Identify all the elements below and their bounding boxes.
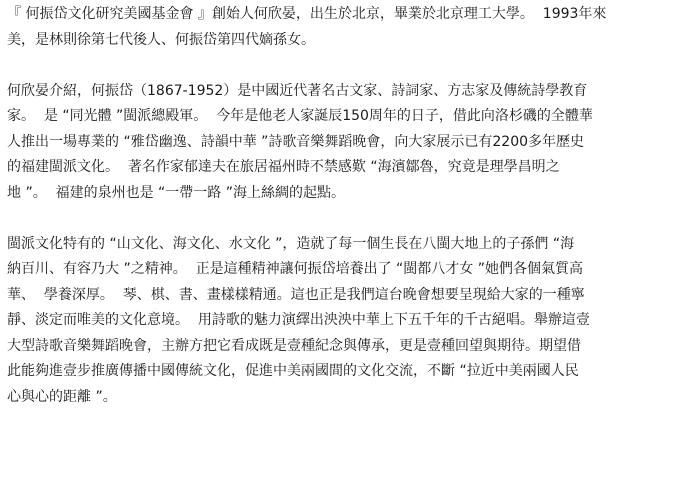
text-line: 的福建閩派文化。 著名作家郁達夫在旅居福州時不禁感歎 “海濱鄒魯，究竟是理學昌明之 (7, 159, 560, 175)
text-line: 此能夠進壹步推廣傳播中國傳統文化，促進中美兩國間的文化交流，不斷 “拉近中美兩國人民 (7, 363, 579, 379)
paragraph-he-zhendai (7, 79, 679, 207)
text-line: 美，是林則徐第七代後人、何振岱第四代嫡孫女。 (7, 31, 315, 48)
paragraph-founder-intro (7, 2, 679, 53)
text-line: 人推出一場專業的 “雅岱幽逸、詩韻中華 ”詩歌音樂舞蹈晚會，向大家展示已有2200多年歷史 (7, 133, 585, 150)
text-line: 心與心的距離 ”。 (7, 388, 117, 405)
text-line: 靜、淡定而唯美的文化意境。 用詩歌的魅力演繹出泱泱中華上下五千年的千古絕唱。舉辦這壹 (7, 312, 590, 328)
text-line: 地 ”。 福建的泉州也是 “一帶一路 ”海上絲綢的起點。 (7, 184, 346, 201)
text-line: 『 何振岱文化研究美國基金會 』創始人何欣晏，出生於北京，畢業於北京理工大學。 1993年來 (7, 6, 607, 22)
text-line: 華、 學養深厚。 琴、棋、書、畫樣樣精通。這也正是我們這台晚會想要呈現給大家的一種寧 (7, 286, 585, 303)
paragraph-minpai-culture (7, 232, 679, 411)
article-body (7, 2, 679, 436)
text-line: 家。 是 “同光體 ”閩派總殿軍。 今年是他老人家誕辰150周年的日子，借此向洛杉磯的全體華 (7, 108, 593, 124)
text-line: 何欣晏介紹，何振岱（1867-1952）是中國近代著名古文家、詩詞家、方志家及傳統詩學教育 (7, 82, 588, 99)
text-line: 閩派文化特有的 “山文化、海文化、水文化 ”，造就了每一個生長在八閩大地上的子孫們 “海 (7, 235, 575, 252)
text-line: 大型詩歌音樂舞蹈晚會，主辦方把它看成既是壹種紀念與傳承，更是壹種回望與期待。期望借 (7, 337, 581, 354)
text-line: 納百川、有容乃大 ”之精神。 正是這種精神讓何振岱培養出了 “閩都八才女 ”她們各個氣質高 (7, 261, 584, 277)
